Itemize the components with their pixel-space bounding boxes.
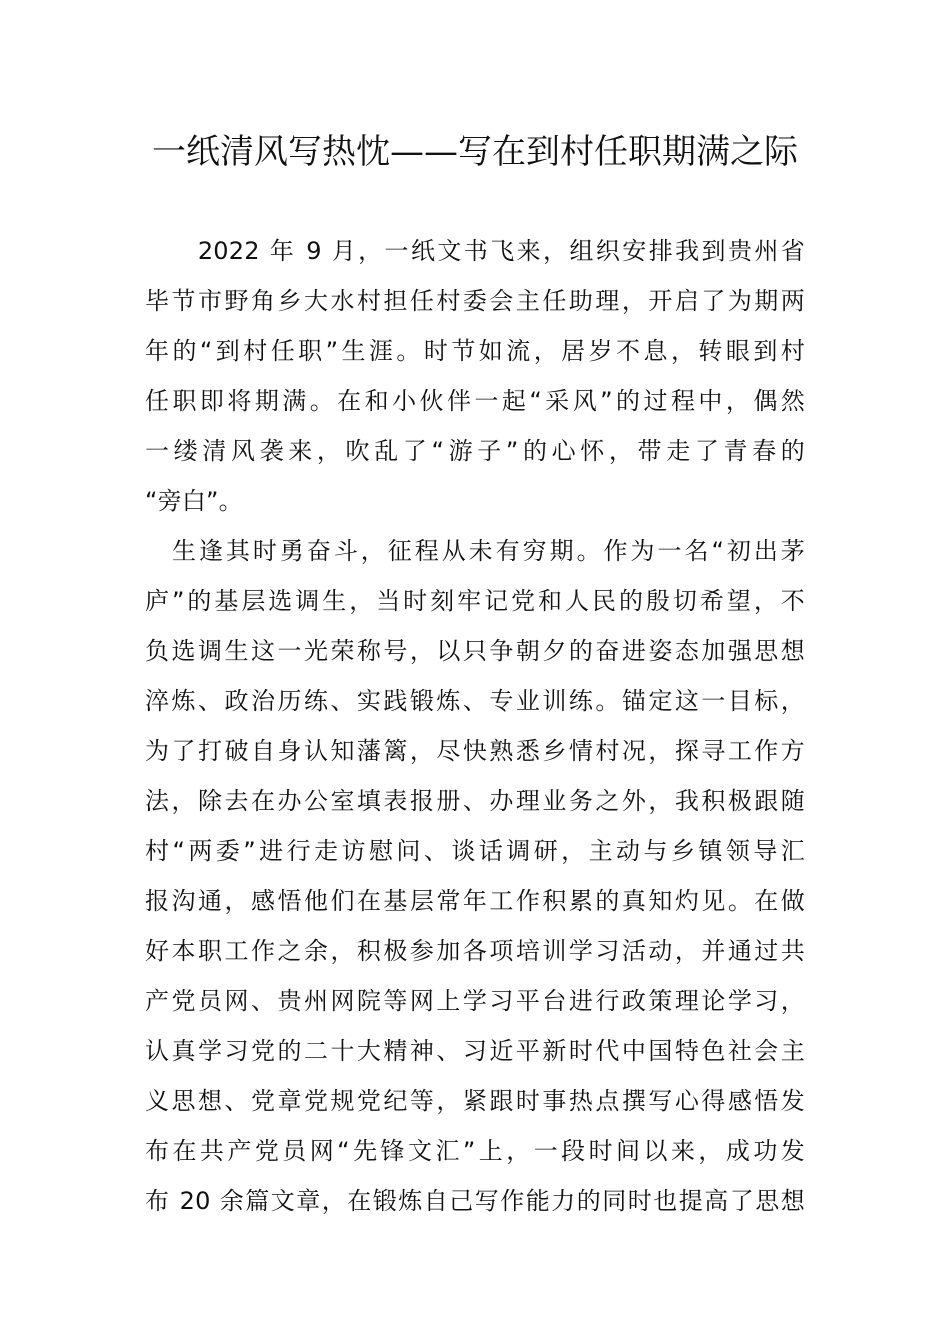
paragraph-line: 好本职工作之余，积极参加各项培训学习活动，并通过共 xyxy=(145,937,805,965)
paragraph-line: 任职即将期满。在和小伙伴一起“采风”的过程中，偶然 xyxy=(145,387,805,415)
document-title: 一纸清风写热忱——写在到村任职期满之际 xyxy=(152,132,798,172)
paragraph-line: 义思想、党章党规党纪等，紧跟时事热点撰写心得感悟发 xyxy=(145,1087,805,1115)
paragraph-line: 报沟通，感悟他们在基层常年工作积累的真知灼见。在做 xyxy=(145,887,805,915)
paragraph-line: 为了打破自身认知藩篱，尽快熟悉乡情村况，探寻工作方 xyxy=(145,737,805,765)
paragraph-line: 淬炼、政治历练、实践锻炼、专业训练。锚定这一目标， xyxy=(145,687,805,715)
paragraph-line: 一缕清风袭来，吹乱了“游子”的心怀，带走了青春的 xyxy=(145,437,805,465)
paragraph-line: 布 20 余篇文章，在锻炼自己写作能力的同时也提高了思想 xyxy=(145,1187,805,1215)
paragraph-1 xyxy=(145,226,805,526)
paragraph-line: 毕节市野角乡大水村担任村委会主任助理，开启了为期两 xyxy=(145,287,805,315)
paragraph-line: 布在共产党员网“先锋文汇”上，一段时间以来，成功发 xyxy=(145,1137,805,1165)
paragraph-line: 法，除去在办公室填表报册、办理业务之外，我积极跟随 xyxy=(145,787,805,815)
paragraph-line: 村“两委”进行走访慰问、谈话调研，主动与乡镇领导汇 xyxy=(145,837,805,865)
paragraph-line: 生逢其时勇奋斗，征程从未有穷期。作为一名“初出茅 xyxy=(145,537,805,565)
paragraph-line: 产党员网、贵州网院等网上学习平台进行政策理论学习， xyxy=(145,987,805,1015)
paragraph-2 xyxy=(145,526,805,1226)
document-body xyxy=(145,226,805,1226)
paragraph-line: 2022 年 9 月，一纸文书飞来，组织安排我到贵州省 xyxy=(145,237,805,265)
paragraph-line: 庐”的基层选调生，当时刻牢记党和人民的殷切希望，不 xyxy=(145,587,805,615)
paragraph-line: “旁白”。 xyxy=(145,487,243,515)
paragraph-line: 年的“到村任职”生涯。时节如流，居岁不息，转眼到村 xyxy=(145,337,805,365)
paragraph-line: 认真学习党的二十大精神、习近平新时代中国特色社会主 xyxy=(145,1037,805,1065)
paragraph-line: 负选调生这一光荣称号，以只争朝夕的奋进姿态加强思想 xyxy=(145,637,805,665)
